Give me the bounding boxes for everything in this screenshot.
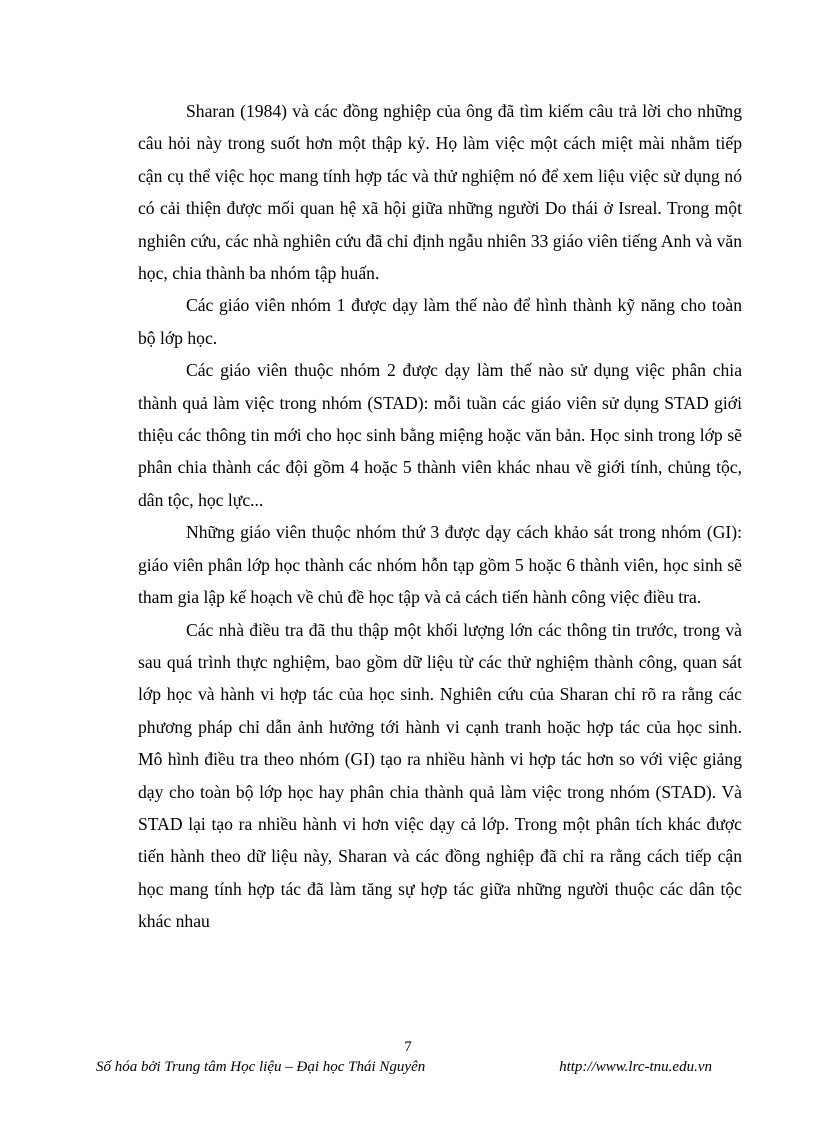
paragraph-5: Các nhà điều tra đã thu thập một khối lượng lớn các thông tin trước, trong và sau quá trình thực nghiệm, bao gồm dữ liệu từ các thử nghiệm thành công, quan sát lớp học và hành vi hợp tác của học sinh. Nghiên cứu của Sharan chỉ rõ ra rằng các phương pháp chỉ dẫn ảnh hưởng tới hành vi cạnh tranh hoặc hợp tác của học sinh. Mô hình điều tra theo nhóm (GI) tạo ra nhiều hành vi hợp tác hơn so với việc giảng dạy cho toàn bộ lớp học hay phân chia thành quả làm việc trong nhóm (STAD). Và STAD lại tạo ra nhiều hành vi hơn việc dạy cả lớp. Trong một phân tích khác được tiến hành theo dữ liệu này, Sharan và các đồng nghiệp đã chỉ ra rằng cách tiếp cận học mang tính hợp tác đã làm tăng sự hợp tác giữa những người thuộc các dân tộc khác nhau [138,619,742,932]
paragraph-1: Sharan (1984) và các đồng nghiệp của ông đã tìm kiếm câu trả lời cho những câu hỏi này trong suốt hơn một thập kỷ. Họ làm việc một cách miệt mài nhằm tiếp cận cụ thể việc học mang tính hợp tác và thử nghiệm nó để xem liệu việc sử dụng nó có cải thiện được mối quan hệ xã hội giữa những người Do thái ở Isreal. Trong một nghiên cứu, các nhà nghiên cứu đã chỉ định ngẫu nhiên 33 giáo viên tiếng Anh và văn học, chia thành ba nhóm tập huấn. [138,101,742,284]
paragraph-3: Các giáo viên thuộc nhóm 2 được dạy làm thế nào sử dụng việc phân chia thành quả làm việc trong nhóm (STAD): mỗi tuần các giáo viên sử dụng STAD giới thiệu các thông tin mới cho học sinh bằng miệng hoặc văn bản. Học sinh trong lớp sẽ phân chia thành các đội gồm 4 hoặc 5 thành viên khác nhau về giới tính, chủng tộc, dân tộc, học lực... [138,360,742,510]
page-footer [96,1058,716,1078]
body-text [138,95,742,938]
page-number: 7 [404,1039,412,1055]
paragraph-2: Các giáo viên nhóm 1 được dạy làm thế nào để hình thành kỹ năng cho toàn bộ lớp học. [138,295,742,348]
paragraph-4: Những giáo viên thuộc nhóm thứ 3 được dạy cách khảo sát trong nhóm (GI): giáo viên phân lớp học thành các nhóm hỗn tạp gồm 5 hoặc 6 thành viên, học sinh sẽ tham gia lập kế hoạch về chủ đề học tập và cả cách tiến hành công việc điều tra. [138,522,742,608]
footer-url-link[interactable]: http://www.lrc-tnu.edu.vn [559,1059,712,1075]
footer-source-text: Số hóa bởi Trung tâm Học liệu – Đại học Thái Nguyên [96,1059,426,1075]
